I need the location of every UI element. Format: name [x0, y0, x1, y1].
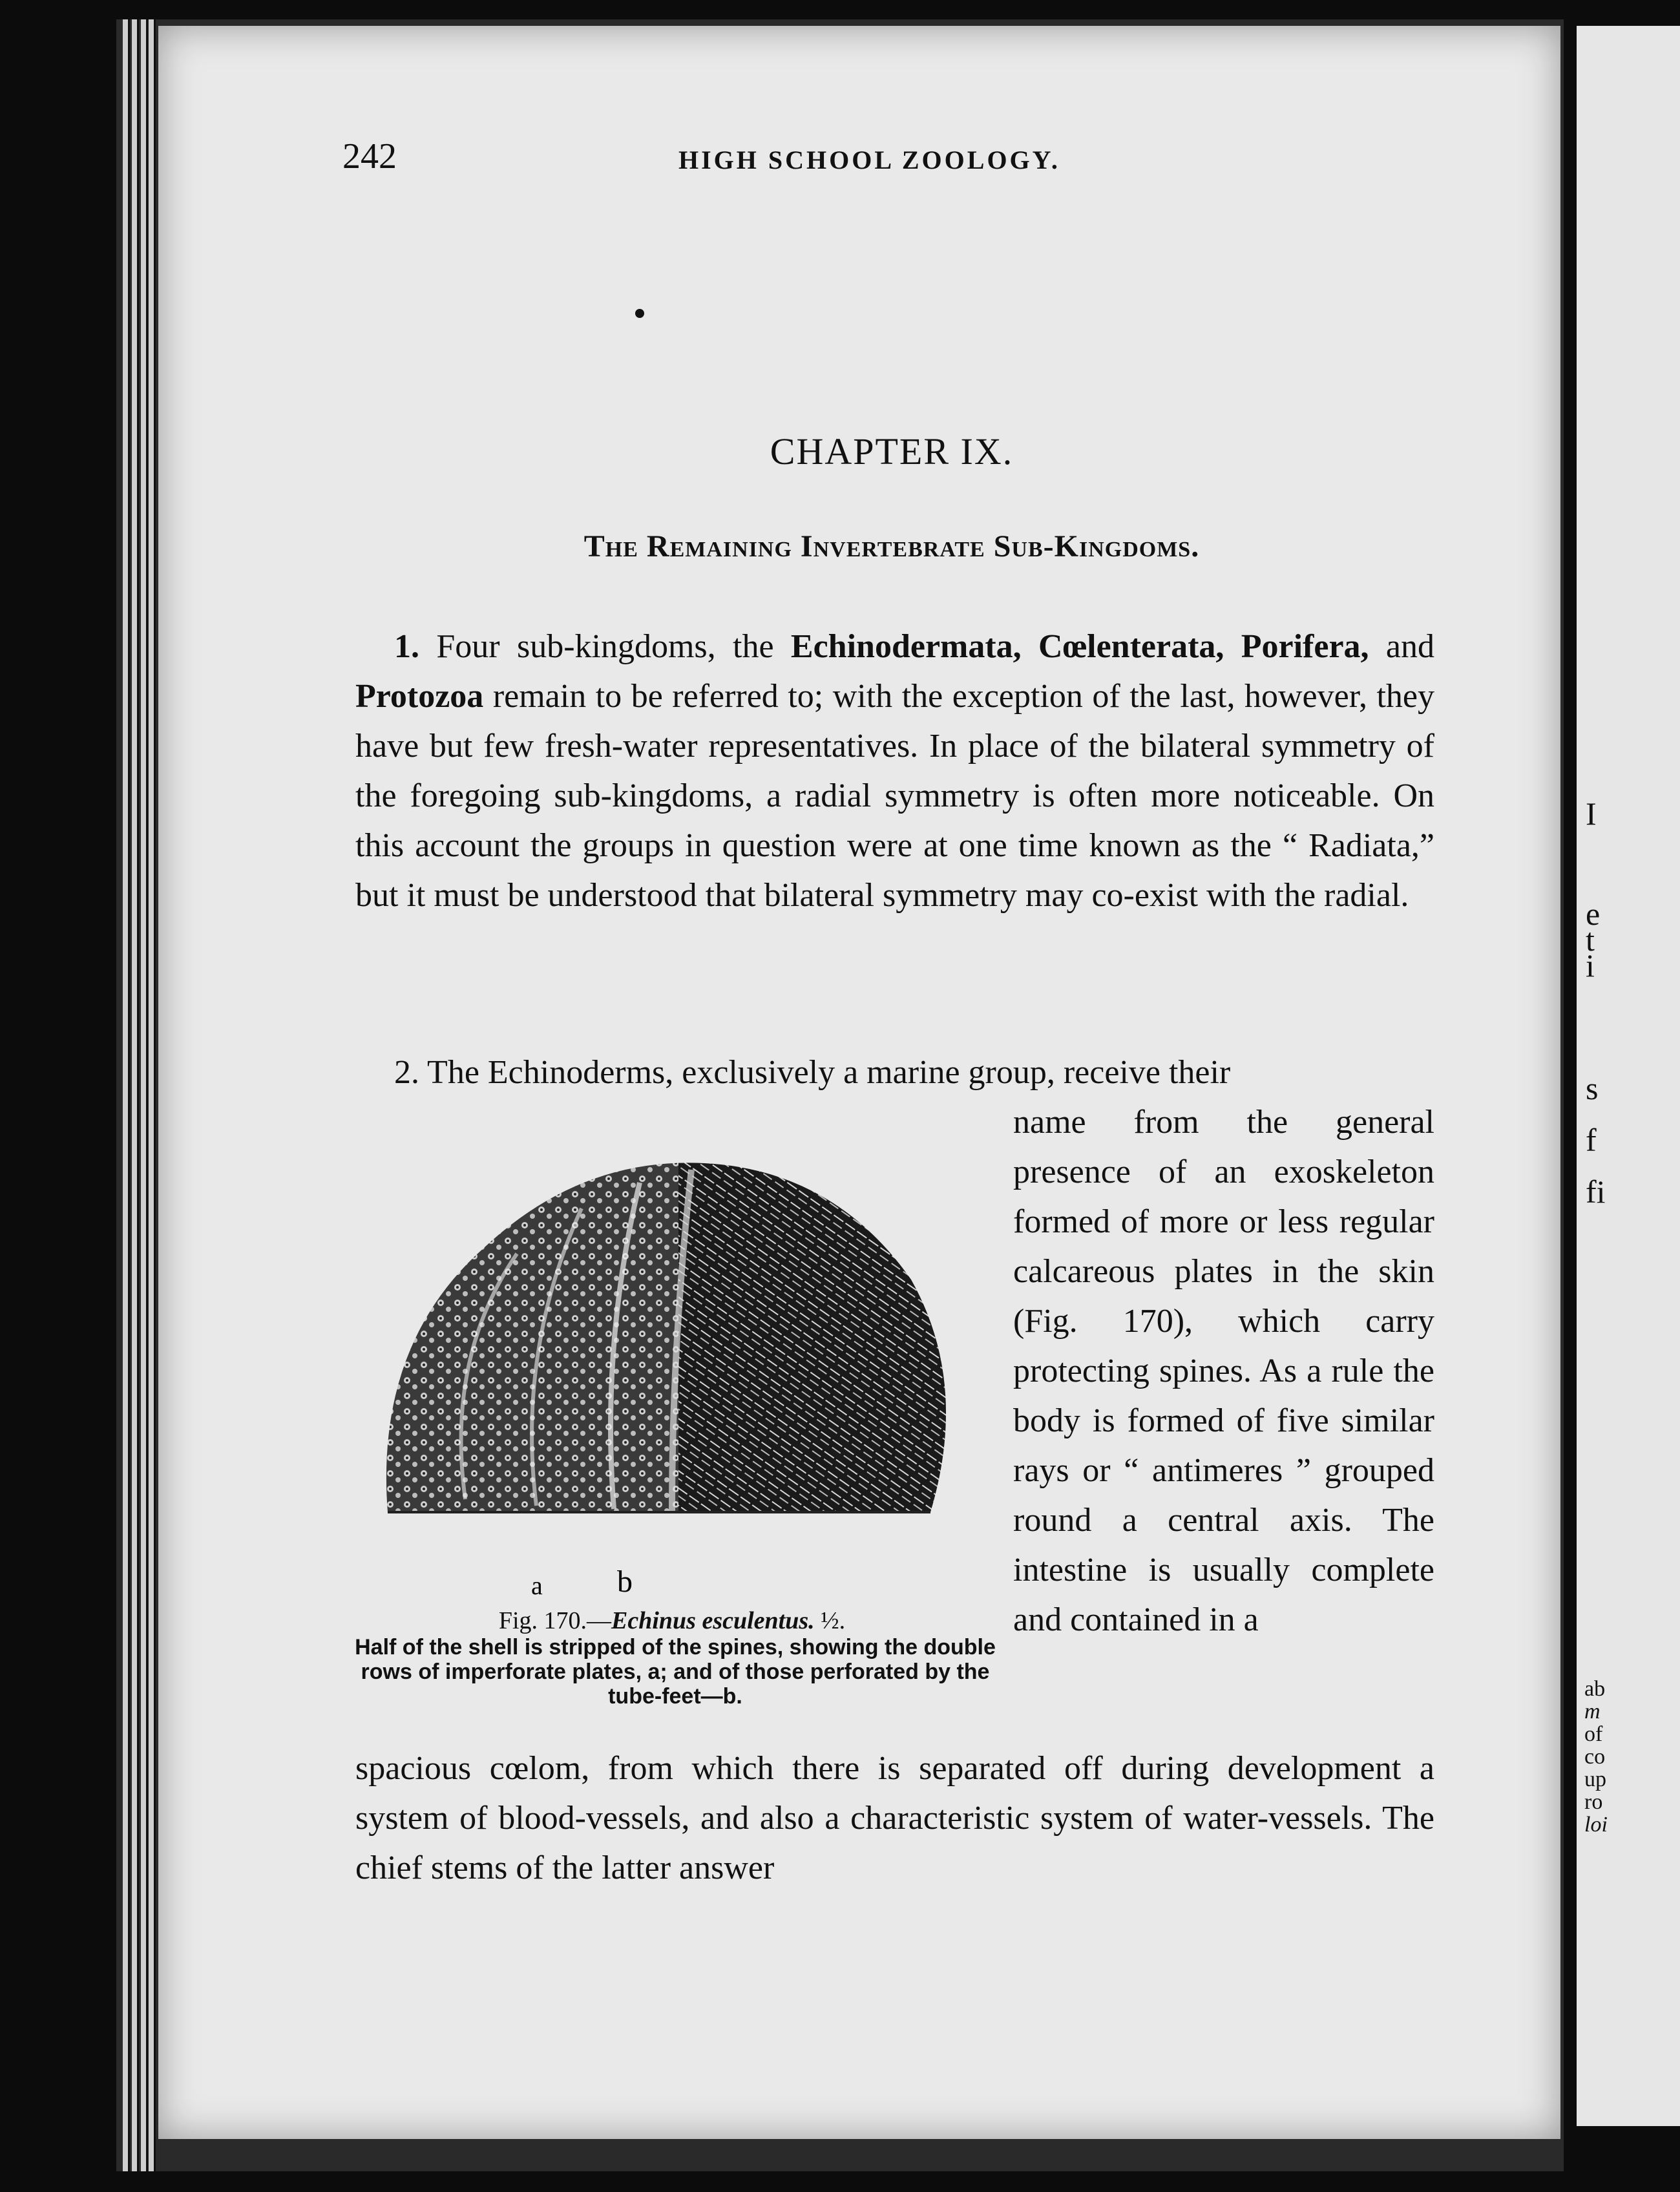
- facing-fragment: ro: [1584, 1790, 1603, 1814]
- figure-caption-body: Half of the shell is stripped of the spines, showing the double rows of imperforate plates, a; and of those perforated by the tube-feet—b.: [355, 1635, 996, 1709]
- paragraph-1: [355, 622, 1434, 920]
- paragraph-2-tail: spacious cœlom, from which there is separated off during development a system of blood-vessels, and also a characteristic system of water-vessels. The chief stems of the latter answer: [355, 1750, 1434, 1886]
- sea-urchin-illustration: [368, 1112, 989, 1616]
- facing-fragment: I: [1586, 796, 1597, 832]
- running-head: HIGH SCHOOL ZOOLOGY.: [678, 145, 1060, 174]
- paragraph-text: and: [1369, 628, 1434, 665]
- facing-fragment: f: [1586, 1122, 1597, 1158]
- facing-fragment: fi: [1586, 1174, 1606, 1210]
- facing-fragment: loi: [1584, 1813, 1608, 1837]
- page-header: [342, 136, 1441, 181]
- figure-label-b: b: [617, 1565, 633, 1599]
- facing-page-edge: [1577, 26, 1680, 2126]
- printers-mark: [635, 309, 644, 318]
- facing-fragment: s: [1586, 1070, 1599, 1106]
- caption-prefix: Fig. 170.—: [498, 1607, 612, 1634]
- paragraph-2-first-line: 2. The Echinoderms, exclusively a marine group, receive their: [394, 1054, 1231, 1091]
- facing-fragment: e: [1586, 896, 1601, 932]
- paragraph-text: remain to be referred to; with the exception of the last, however, they have but few fresh-water representatives. In place of the bilateral symmetry of the foregoing sub-kingdoms, a radial symmetry is often more noticeable. On this account the groups in question were at one time known as the “ Radiata,” but it must be understood that bilateral symmetry may co-exist with the radial.: [355, 678, 1434, 914]
- facing-fragment: m: [1584, 1700, 1601, 1723]
- caption-species: Echinus esculentus.: [611, 1607, 815, 1634]
- paragraph-2-side-text: name from the general presence of an exoskeleton formed of more or less regular calcareous plates in the skin (Fig. 170), which carry protecting spines. As a rule the body is formed of five similar rays or “ antimeres ” grouped round a central axis. The intestine is usually complete and contained in a: [1013, 1104, 1434, 1638]
- section-title: The Remaining Invertebrate Sub-Kingdoms.: [583, 529, 1200, 564]
- paragraph-number: 1.: [394, 628, 419, 665]
- figure-caption-title: [352, 1607, 992, 1635]
- facing-fragment: ab: [1584, 1677, 1606, 1701]
- facing-fragment: of: [1584, 1722, 1603, 1746]
- bold-term: Echinodermata, Cœlenterata, Porifera,: [790, 628, 1369, 665]
- facing-fragment: t: [1586, 922, 1595, 958]
- caption-scale: ½.: [821, 1607, 846, 1634]
- facing-fragment: up: [1584, 1767, 1606, 1791]
- bold-term: Protozoa: [355, 678, 484, 715]
- figure-label-a: a: [531, 1571, 543, 1600]
- facing-fragment: i: [1586, 947, 1595, 984]
- paragraph-text: Four sub-kingdoms, the: [436, 628, 791, 665]
- facing-fragment: co: [1584, 1745, 1606, 1769]
- chapter-title: CHAPTER IX.: [770, 430, 1014, 472]
- page-number: 242: [342, 136, 397, 176]
